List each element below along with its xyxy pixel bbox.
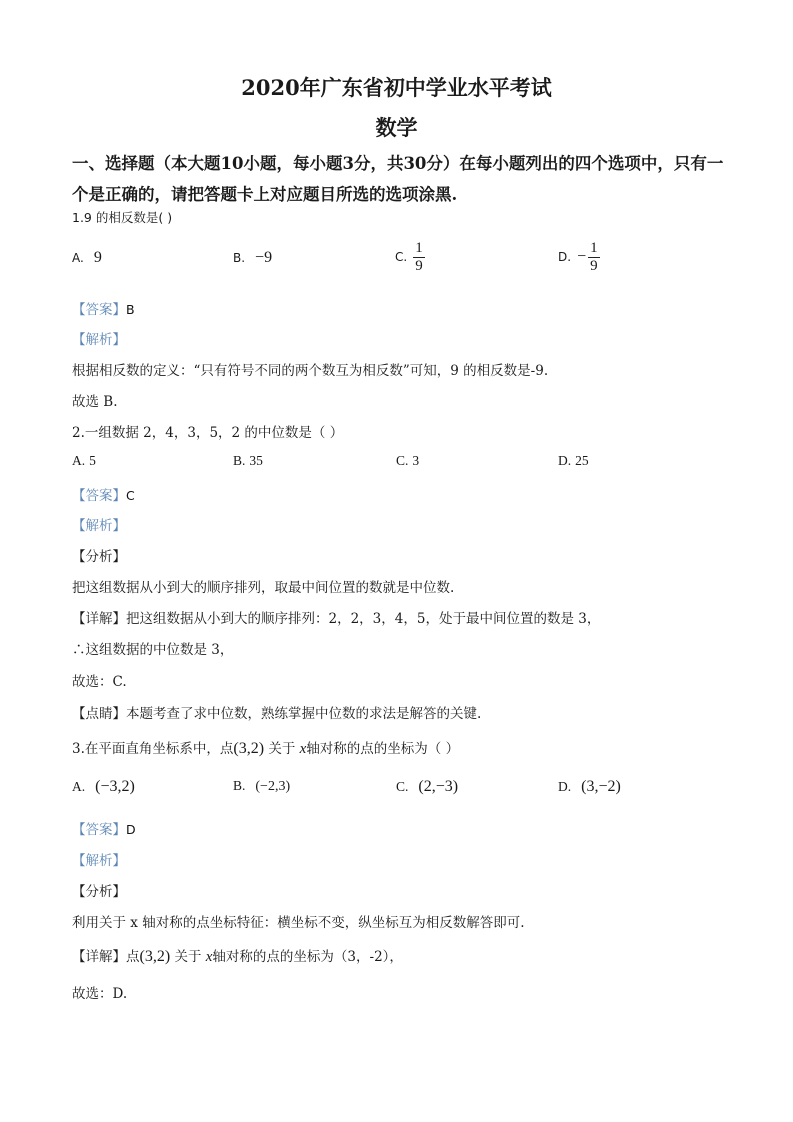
question-3-fenxi-tag: 【分析】 bbox=[72, 884, 126, 900]
comment-tag: 【点睛】 bbox=[72, 706, 126, 722]
exam-title: 2020年广东省初中学业水平考试 bbox=[241, 75, 552, 100]
question-1-explanation: 根据相反数的定义：“只有符号不同的两个数互为相反数”可知，9 的相反数是-9. bbox=[72, 363, 549, 379]
section-instructions-line-1: 一、选择题（本大题10小题，每小题3分，共30分）在每小题列出的四个选项中，只有一 bbox=[72, 154, 724, 173]
question-3-detail bbox=[72, 945, 403, 966]
question-2-stem: 2.一组数据 2，4，3，5，2 的中位数是（ ） bbox=[72, 425, 344, 441]
stem-text: 关于 bbox=[268, 741, 296, 757]
question-2-detail bbox=[72, 607, 600, 627]
question-2-analysis-tag: 【解析】 bbox=[72, 518, 126, 534]
question-2-option-d bbox=[558, 453, 589, 469]
option-value: (2,−3) bbox=[418, 778, 459, 795]
answer-value: B bbox=[126, 302, 135, 317]
answer-value: D bbox=[126, 822, 136, 837]
answer-tag: 【答案】 bbox=[72, 822, 126, 838]
option-value: (−2,3) bbox=[255, 779, 291, 794]
question-2-option-c bbox=[396, 453, 419, 469]
option-label: D. bbox=[558, 453, 572, 468]
option-label: B. bbox=[233, 251, 246, 265]
option-value: 9 bbox=[93, 249, 102, 266]
detail-text: 关于 bbox=[174, 949, 202, 965]
option-label: B. bbox=[233, 453, 246, 468]
question-3-option-b bbox=[233, 778, 290, 795]
detail-text: 把这组数据从小到大的顺序排列：2，2，3，4，5，处于最中间位置的数是 3， bbox=[126, 611, 601, 627]
answer-value: C bbox=[126, 488, 135, 503]
question-1-option-c bbox=[395, 240, 425, 274]
minus-sign: − bbox=[577, 248, 587, 265]
question-3-analysis-tag: 【解析】 bbox=[72, 853, 126, 869]
option-value: −9 bbox=[255, 249, 273, 266]
option-value: (3,−2) bbox=[581, 778, 621, 795]
question-2-answer bbox=[72, 484, 135, 504]
detail-text: 轴对称的点的坐标为（3，-2）， bbox=[212, 949, 403, 965]
answer-tag: 【答案】 bbox=[72, 488, 126, 504]
question-1-answer bbox=[72, 298, 135, 318]
question-2-fenxi-text: 把这组数据从小到大的顺序排列，取最中间位置的数就是中位数. bbox=[72, 580, 455, 596]
option-value: 3 bbox=[412, 453, 420, 468]
question-3-stem bbox=[72, 737, 459, 758]
fraction: $\frac{1}{9}$ bbox=[590, 240, 598, 274]
question-3-answer bbox=[72, 818, 136, 838]
option-label: D. bbox=[558, 250, 572, 264]
point-coordinate: (3,2) bbox=[139, 948, 171, 965]
question-1-conclusion: 故选 B. bbox=[72, 394, 118, 410]
question-2-conclusion: 故选：C. bbox=[72, 674, 127, 690]
detail-tag: 【详解】 bbox=[72, 949, 126, 965]
comment-text: 本题考查了求中位数，熟练掌握中位数的求法是解答的关键. bbox=[126, 706, 482, 722]
option-value: 35 bbox=[249, 453, 263, 468]
option-label: C. bbox=[396, 453, 409, 468]
section-instructions-line-2: 个是正确的，请把答题卡上对应题目所选的选项涂黑. bbox=[72, 185, 458, 204]
question-3-option-c bbox=[396, 778, 458, 796]
question-1-analysis-tag: 【解析】 bbox=[72, 332, 126, 348]
option-value: 25 bbox=[575, 453, 589, 468]
question-2-option-b bbox=[233, 453, 263, 469]
detail-text: 点 bbox=[126, 949, 140, 965]
option-label: A. bbox=[72, 251, 84, 265]
option-label: C. bbox=[395, 250, 408, 264]
question-1-stem: 1.9 的相反数是( ) bbox=[72, 210, 173, 225]
option-label: B. bbox=[233, 778, 246, 793]
question-3-option-a bbox=[72, 778, 135, 796]
option-label: A. bbox=[72, 453, 86, 468]
question-1-option-a bbox=[72, 249, 102, 267]
answer-tag: 【答案】 bbox=[72, 302, 126, 318]
question-3-fenxi-text: 利用关于 x 轴对称的点坐标特征：横坐标不变，纵坐标互为相反数解答即可. bbox=[72, 915, 525, 931]
option-label: C. bbox=[396, 779, 409, 794]
subject-title: 数学 bbox=[375, 115, 418, 140]
fraction: $\frac{1}{9}$ bbox=[415, 240, 423, 274]
stem-text: 3.在平面直角坐标系中，点 bbox=[72, 741, 234, 757]
option-label: D. bbox=[558, 779, 572, 794]
question-3-conclusion: 故选：D. bbox=[72, 986, 128, 1002]
option-value: (−3,2) bbox=[95, 778, 135, 795]
question-1-option-b bbox=[233, 249, 272, 267]
question-2-option-a bbox=[72, 453, 96, 469]
variable-x: x bbox=[299, 741, 307, 757]
stem-text: 轴对称的点的坐标为（ ） bbox=[306, 741, 460, 757]
option-value: 5 bbox=[89, 453, 96, 468]
detail-tag: 【详解】 bbox=[72, 611, 126, 627]
point-coordinate: (3,2) bbox=[233, 740, 265, 757]
question-3-option-d bbox=[558, 778, 621, 796]
question-1-option-d bbox=[558, 240, 600, 274]
option-label: A. bbox=[72, 779, 86, 794]
question-2-comment bbox=[72, 702, 481, 722]
question-2-therefore: ∴这组数据的中位数是 3， bbox=[72, 642, 234, 658]
question-2-fenxi-tag: 【分析】 bbox=[72, 549, 126, 565]
variable-x: x bbox=[205, 949, 213, 965]
